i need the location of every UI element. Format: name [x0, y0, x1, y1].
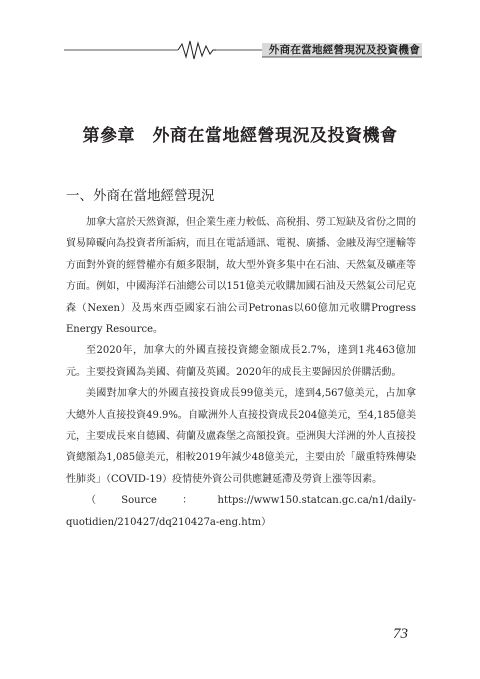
paragraph: 美國對加拿大的外國直接投資成長99億美元，達到4,567億美元，占加拿大總外人直接投資49.9%。自歐洲外人直接投資成長204億美元，至4,185億美元，主要成長來自德國、荷蘭及盧森堡之高額投資。亞洲與大洋洲的外人直接投資總額為1,085億美元，相較2019年減少48億美元，主要由於「嚴重特殊傳染性肺炎」（COVID-19）疫情使外資公司供應鏈延滯及勞資上漲等因素。	[66, 388, 416, 485]
running-header	[0, 38, 480, 62]
chapter-title: 第參章 外商在當地經營現況及投資機會	[82, 126, 398, 146]
source-citation: （Source：https://www150.statcan.gc.ca/n1/daily-quotidien/210427/dq210427a-eng.htm）	[66, 495, 416, 528]
body-text	[66, 212, 416, 533]
page-number: 73	[393, 626, 408, 642]
paragraph: 加拿大富於天然資源，但企業生產力較低、高稅捐、勞工短缺及省份之間的貿易障礙向為投資者所詬病，而且在電話通訊、電視、廣播、金融及海空運輸等方面對外資的經營權亦有頗多限制，故大型外資多集中在石油、天然氣及礦產等方面。例如，中國海洋石油總公司以151億美元收購加國石油及天然氣公司尼克森（Nexen）及馬來西亞國家石油公司Petronas以60億加元收購Progress Energy Resource。	[66, 217, 416, 336]
paragraph: 至2020年，加拿大的外國直接投資總金額成長2.7%，達到1兆463億加元。主要投資國為美國、荷蘭及英國。2020年的成長主要歸因於併購活動。	[66, 345, 416, 378]
header-title: 外商在當地經營現況及投資機會	[268, 44, 420, 56]
section-title: 一、外商在當地經營現況	[66, 188, 215, 204]
